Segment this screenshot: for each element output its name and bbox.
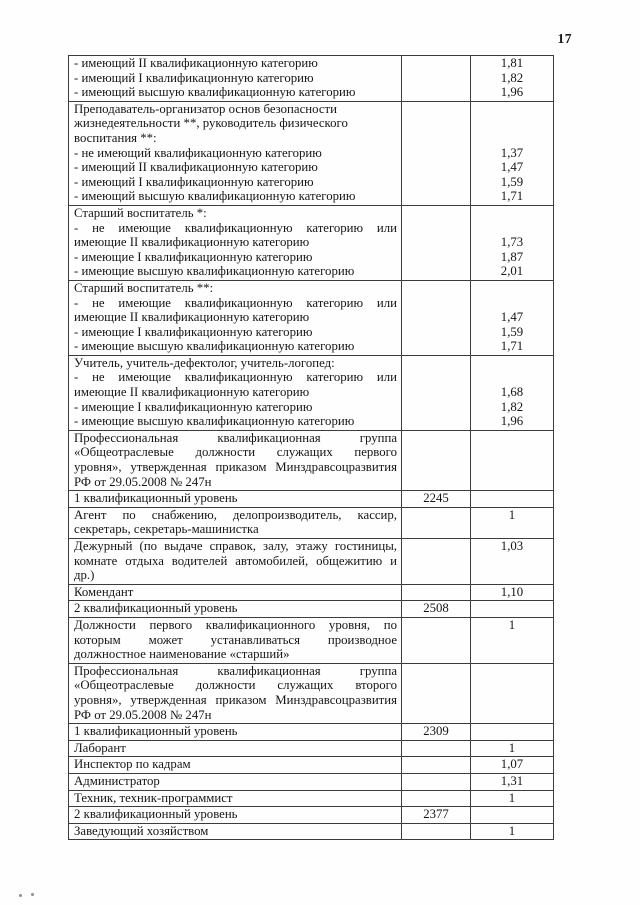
table-row bbox=[69, 431, 553, 491]
cell-salary bbox=[402, 102, 471, 205]
position-text-line: 2 квалификационный уровень bbox=[74, 807, 238, 822]
position-text-line: Дежурный (по выдаче справок, залу, этажу гостиницы, bbox=[74, 539, 397, 553]
salary-value bbox=[402, 618, 470, 633]
cell-position bbox=[69, 757, 402, 773]
position-text-line: Профессиональная квалификационная группа bbox=[74, 663, 397, 678]
table-row bbox=[69, 56, 553, 102]
coefficient-value: 1,59 bbox=[500, 174, 524, 189]
position-text-line: - имеющие высшую квалификационную категорию bbox=[74, 339, 355, 354]
coefficient-value: 1,47 bbox=[500, 310, 524, 325]
cell-coefficient bbox=[471, 807, 553, 823]
cell-salary bbox=[402, 281, 471, 355]
cell-coefficient bbox=[471, 539, 553, 584]
cell-coefficient bbox=[471, 774, 553, 790]
salary-value bbox=[402, 741, 470, 756]
coefficient-value: 1,82 bbox=[500, 399, 524, 414]
cell-salary bbox=[402, 56, 471, 101]
cell-salary bbox=[402, 585, 471, 601]
position-text-line: 1 квалификационный уровень bbox=[74, 724, 238, 739]
salary-value bbox=[402, 585, 470, 600]
coefficient-value: 1,10 bbox=[500, 584, 524, 599]
cell-position bbox=[69, 618, 402, 663]
cell-position bbox=[69, 431, 402, 490]
table-row bbox=[69, 618, 553, 664]
position-text-line: - не имеющий квалификационную категорию bbox=[74, 145, 322, 160]
cell-coefficient bbox=[471, 741, 553, 757]
cell-position bbox=[69, 585, 402, 601]
coefficient-value bbox=[471, 131, 553, 146]
cell-salary bbox=[402, 791, 471, 807]
cell-position bbox=[69, 791, 402, 807]
position-text-line: - не имеющие квалификационную категорию или bbox=[74, 370, 397, 385]
page-number: 17 bbox=[557, 31, 572, 46]
cell-coefficient bbox=[471, 585, 553, 601]
cell-coefficient bbox=[471, 618, 553, 663]
position-text-line: которым может устанавливаться производное bbox=[74, 632, 397, 647]
cell-position bbox=[69, 56, 402, 101]
cell-coefficient bbox=[471, 757, 553, 773]
coefficient-value bbox=[471, 102, 553, 117]
coefficient-value bbox=[471, 554, 553, 569]
position-text-line: должностное наименование «старший» bbox=[74, 647, 290, 662]
position-text-line: Лаборант bbox=[74, 740, 126, 755]
cell-coefficient bbox=[471, 724, 553, 740]
position-text-line: - имеющие высшую квалификационную категорию bbox=[74, 264, 355, 279]
coefficient-value bbox=[471, 664, 553, 679]
coefficient-value: 1 bbox=[508, 617, 516, 632]
cell-coefficient bbox=[471, 206, 553, 280]
position-text-line: - имеющий II квалификационную категорию bbox=[74, 160, 318, 175]
salary-value bbox=[402, 824, 470, 839]
cell-coefficient bbox=[471, 102, 553, 205]
cell-coefficient bbox=[471, 491, 553, 507]
position-text-line: Профессиональная квалификационная группа bbox=[74, 430, 397, 445]
salary-value bbox=[402, 431, 470, 446]
cell-salary bbox=[402, 774, 471, 790]
salary-value: 2245 bbox=[423, 491, 449, 506]
cell-position bbox=[69, 539, 402, 584]
position-text-line: комнате отдыха водителей автомобилей, общежитию и bbox=[74, 553, 397, 568]
cell-position bbox=[69, 356, 402, 430]
coefficient-value bbox=[471, 633, 553, 648]
table-row bbox=[69, 757, 553, 774]
cell-salary bbox=[402, 757, 471, 773]
coefficient-value: 1,96 bbox=[500, 414, 524, 429]
position-text-line: - имеющие I квалификационную категорию bbox=[74, 324, 313, 339]
position-text-line: воспитания **: bbox=[74, 130, 157, 145]
coefficient-value bbox=[471, 601, 553, 616]
cell-coefficient bbox=[471, 281, 553, 355]
position-text-line: жизнедеятельности **, руководитель физического bbox=[74, 116, 348, 131]
cell-salary bbox=[402, 206, 471, 280]
cell-salary bbox=[402, 431, 471, 490]
position-text-line: - имеющие высшую квалификационную категорию bbox=[74, 414, 355, 429]
salary-value bbox=[402, 356, 470, 371]
scan-artifact-dot bbox=[31, 893, 34, 896]
salary-value bbox=[402, 102, 470, 117]
table-row bbox=[69, 206, 553, 281]
cell-salary bbox=[402, 601, 471, 617]
position-text-line: имеющие II квалификационную категорию bbox=[74, 235, 310, 250]
cell-salary bbox=[402, 664, 471, 723]
coefficient-value bbox=[471, 116, 553, 131]
position-text-line: - имеющий I квалификационную категорию bbox=[74, 174, 314, 189]
table-row bbox=[69, 741, 553, 758]
cell-coefficient bbox=[471, 824, 553, 840]
position-text-line: Старший воспитатель **: bbox=[74, 280, 214, 295]
coefficient-value bbox=[471, 206, 553, 221]
cell-position bbox=[69, 774, 402, 790]
position-text-line: имеющие II квалификационную категорию bbox=[74, 310, 310, 325]
salary-value bbox=[402, 757, 470, 772]
coefficient-value bbox=[471, 370, 553, 385]
cell-salary bbox=[402, 356, 471, 430]
table-row bbox=[69, 791, 553, 808]
salary-value: 2309 bbox=[423, 724, 449, 739]
table-row bbox=[69, 539, 553, 585]
position-text-line: «Общеотраслевые должности служащих второго bbox=[74, 678, 397, 693]
position-text-line: - имеющий I квалификационную категорию bbox=[74, 70, 314, 85]
cell-position bbox=[69, 664, 402, 723]
position-text-line: РФ от 29.05.2008 № 247н bbox=[74, 474, 212, 489]
position-text-line: Преподаватель-организатор основ безопасности bbox=[74, 101, 337, 116]
coefficient-value bbox=[471, 221, 553, 236]
position-text-line: Инспектор по кадрам bbox=[74, 757, 191, 772]
coefficient-value: 1,47 bbox=[500, 160, 524, 175]
cell-salary bbox=[402, 807, 471, 823]
coefficient-value: 1,07 bbox=[500, 757, 524, 772]
coefficient-value: 1,81 bbox=[500, 56, 524, 70]
coefficient-value: 1,71 bbox=[500, 339, 524, 354]
position-text-line: Техник, техник-программист bbox=[74, 790, 233, 805]
position-text-line: - имеющий II квалификационную категорию bbox=[74, 56, 318, 70]
table-row bbox=[69, 102, 553, 206]
coefficient-value: 2,01 bbox=[500, 264, 524, 279]
salary-value bbox=[402, 791, 470, 806]
coefficient-value bbox=[471, 281, 553, 296]
cell-coefficient bbox=[471, 56, 553, 101]
table-row bbox=[69, 281, 553, 356]
coefficient-value: 1,73 bbox=[500, 235, 524, 250]
position-text-line: Старший воспитатель *: bbox=[74, 205, 207, 220]
scan-artifact-dot bbox=[19, 894, 22, 897]
salary-value bbox=[402, 539, 470, 554]
position-text-line: Агент по снабжению, делопроизводитель, кассир, bbox=[74, 507, 397, 522]
coefficient-value: 1,82 bbox=[500, 70, 524, 85]
cell-coefficient bbox=[471, 508, 553, 538]
cell-salary bbox=[402, 741, 471, 757]
cell-position bbox=[69, 724, 402, 740]
coefficient-value: 1 bbox=[508, 790, 516, 805]
coefficient-value bbox=[471, 522, 553, 537]
cell-coefficient bbox=[471, 791, 553, 807]
coefficient-value bbox=[471, 431, 553, 446]
cell-salary bbox=[402, 724, 471, 740]
coefficient-value bbox=[471, 693, 553, 708]
coefficient-value bbox=[471, 678, 553, 693]
cell-coefficient bbox=[471, 356, 553, 430]
table-row bbox=[69, 807, 553, 824]
table-row bbox=[69, 824, 553, 840]
coefficient-value bbox=[471, 568, 553, 583]
cell-position bbox=[69, 508, 402, 538]
position-text-line: Комендант bbox=[74, 584, 134, 599]
coefficient-value: 1,37 bbox=[500, 145, 524, 160]
coefficient-value: 1,68 bbox=[500, 385, 524, 400]
coefficient-value bbox=[471, 475, 553, 490]
coefficient-value: 1 bbox=[508, 823, 516, 838]
table-row bbox=[69, 508, 553, 539]
cell-position bbox=[69, 601, 402, 617]
position-text-line: 1 квалификационный уровень bbox=[74, 491, 238, 506]
table-row bbox=[69, 774, 553, 791]
salary-value: 2377 bbox=[423, 807, 449, 822]
cell-position bbox=[69, 102, 402, 205]
position-text-line: - имеющие I квалификационную категорию bbox=[74, 249, 313, 264]
coefficient-value bbox=[471, 460, 553, 475]
salary-value bbox=[402, 56, 470, 71]
coefficient-value: 1 bbox=[508, 740, 516, 755]
table-row bbox=[69, 664, 553, 724]
salary-value: 2508 bbox=[423, 601, 449, 616]
cell-position bbox=[69, 741, 402, 757]
coefficient-value bbox=[471, 807, 553, 822]
position-text-line: - имеющий высшую квалификационную категорию bbox=[74, 85, 356, 100]
position-text-line: Должности первого квалификационного уровня, по bbox=[74, 617, 397, 632]
table-row bbox=[69, 491, 553, 508]
position-text-line: РФ от 29.05.2008 № 247н bbox=[74, 707, 212, 722]
cell-salary bbox=[402, 618, 471, 663]
coefficient-value bbox=[471, 491, 553, 506]
cell-salary bbox=[402, 491, 471, 507]
position-text-line: Заведующий хозяйством bbox=[74, 823, 209, 838]
salary-value bbox=[402, 206, 470, 221]
position-text-line: Администратор bbox=[74, 773, 160, 788]
salary-value bbox=[402, 664, 470, 679]
salary-value bbox=[402, 774, 470, 789]
position-text-line: 2 квалификационный уровень bbox=[74, 601, 238, 616]
position-text-line: Учитель, учитель-дефектолог, учитель-логопед: bbox=[74, 355, 335, 370]
position-text-line: секретарь, секретарь-машинистка bbox=[74, 522, 259, 537]
cell-salary bbox=[402, 824, 471, 840]
cell-position bbox=[69, 824, 402, 840]
qual-table bbox=[68, 55, 554, 840]
position-text-line: - не имеющие квалификационную категорию или bbox=[74, 220, 397, 235]
position-text-line: - имеющие I квалификационную категорию bbox=[74, 399, 313, 414]
salary-value bbox=[402, 508, 470, 523]
coefficient-value: 1,71 bbox=[500, 189, 524, 204]
cell-position bbox=[69, 206, 402, 280]
coefficient-value: 1,59 bbox=[500, 324, 524, 339]
coefficient-value: 1,31 bbox=[500, 773, 524, 788]
table-row bbox=[69, 601, 553, 618]
position-text-line: уровня», утвержденная приказом Минздравсоцразвития bbox=[74, 460, 397, 475]
coefficient-value bbox=[471, 356, 553, 371]
position-text-line: др.) bbox=[74, 568, 95, 583]
coefficient-value bbox=[471, 647, 553, 662]
position-text-line: имеющие II квалификационную категорию bbox=[74, 385, 310, 400]
coefficient-value: 1,03 bbox=[500, 539, 524, 553]
cell-salary bbox=[402, 539, 471, 584]
table-row bbox=[69, 356, 553, 431]
coefficient-value bbox=[471, 708, 553, 723]
coefficient-value: 1 bbox=[508, 507, 516, 522]
cell-position bbox=[69, 807, 402, 823]
coefficient-value bbox=[471, 445, 553, 460]
position-text-line: - не имеющие квалификационную категорию или bbox=[74, 295, 397, 310]
cell-coefficient bbox=[471, 431, 553, 490]
cell-coefficient bbox=[471, 664, 553, 723]
coefficient-value bbox=[471, 724, 553, 739]
cell-position bbox=[69, 491, 402, 507]
salary-value bbox=[402, 281, 470, 296]
position-text-line: уровня», утвержденная приказом Минздравсоцразвития bbox=[74, 692, 397, 707]
cell-salary bbox=[402, 508, 471, 538]
position-text-line: «Общеотраслевые должности служащих первого bbox=[74, 445, 397, 460]
table-row bbox=[69, 724, 553, 741]
coefficient-value bbox=[471, 296, 553, 311]
cell-position bbox=[69, 281, 402, 355]
coefficient-value: 1,96 bbox=[500, 85, 524, 100]
table-row bbox=[69, 585, 553, 602]
position-text-line: - имеющий высшую квалификационную категорию bbox=[74, 189, 356, 204]
cell-coefficient bbox=[471, 601, 553, 617]
coefficient-value: 1,87 bbox=[500, 249, 524, 264]
